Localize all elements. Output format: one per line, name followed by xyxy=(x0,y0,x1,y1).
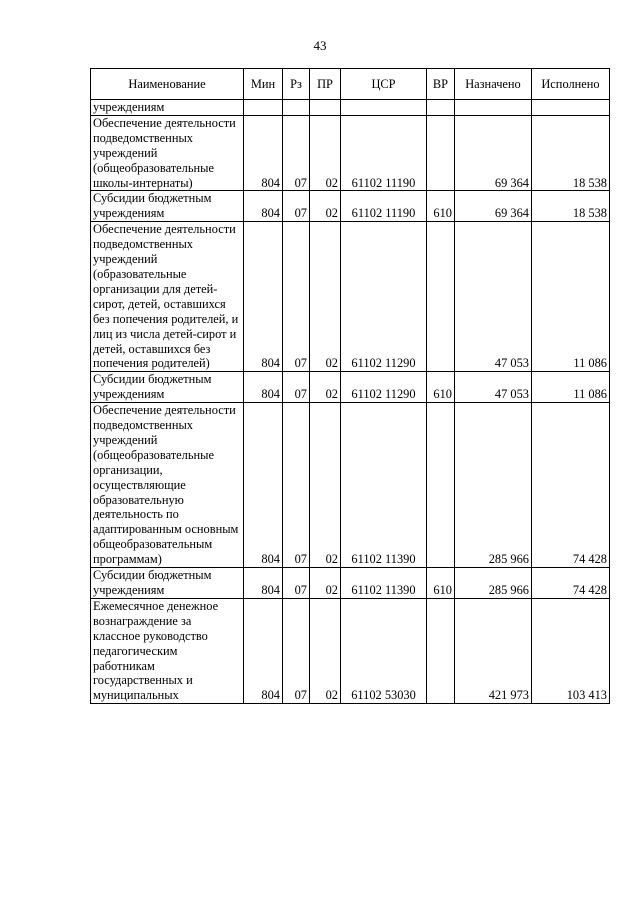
row-executed xyxy=(532,100,610,116)
table-row xyxy=(91,598,610,703)
row-csr: 61102 11390 xyxy=(341,568,427,599)
row-name: Обеспечение деятельности подведомственных учреждений (общеобразовательные организации, осуществляющие образовательную деятельность по адаптированным основным общеобразовательным программам) xyxy=(91,403,244,568)
row-csr: 61102 11290 xyxy=(341,222,427,372)
row-assigned: 69 364 xyxy=(455,115,532,191)
row-vr xyxy=(427,115,455,191)
row-name: Субсидии бюджетным учреждениям xyxy=(91,191,244,222)
header-csr: ЦСР xyxy=(341,69,427,100)
row-name: Обеспечение деятельности подведомственных учреждений (общеобразовательные школы-интернаты) xyxy=(91,115,244,191)
row-executed: 103 413 xyxy=(532,598,610,703)
row-rz: 07 xyxy=(283,403,310,568)
row-pr: 02 xyxy=(310,222,341,372)
row-executed: 11 086 xyxy=(532,372,610,403)
row-vr: 610 xyxy=(427,568,455,599)
row-min xyxy=(244,100,283,116)
row-name: учреждениям xyxy=(91,100,244,116)
row-csr: 61102 11190 xyxy=(341,191,427,222)
row-assigned: 47 053 xyxy=(455,222,532,372)
row-executed: 18 538 xyxy=(532,191,610,222)
table-header-row xyxy=(91,69,610,100)
row-min: 804 xyxy=(244,403,283,568)
row-csr: 61102 11290 xyxy=(341,372,427,403)
row-rz xyxy=(283,100,310,116)
row-vr xyxy=(427,222,455,372)
row-assigned: 285 966 xyxy=(455,403,532,568)
header-executed: Исполнено xyxy=(532,69,610,100)
table-row xyxy=(91,115,610,191)
row-executed: 74 428 xyxy=(532,403,610,568)
header-assigned: Назначено xyxy=(455,69,532,100)
row-assigned: 47 053 xyxy=(455,372,532,403)
budget-table xyxy=(90,68,610,704)
header-name: Наименование xyxy=(91,69,244,100)
row-assigned: 421 973 xyxy=(455,598,532,703)
header-pr: ПР xyxy=(310,69,341,100)
row-rz: 07 xyxy=(283,222,310,372)
row-assigned: 285 966 xyxy=(455,568,532,599)
table-row xyxy=(91,403,610,568)
row-pr: 02 xyxy=(310,403,341,568)
table-row xyxy=(91,191,610,222)
row-assigned xyxy=(455,100,532,116)
row-pr: 02 xyxy=(310,191,341,222)
row-pr xyxy=(310,100,341,116)
table-row xyxy=(91,372,610,403)
row-pr: 02 xyxy=(310,115,341,191)
header-vr: ВР xyxy=(427,69,455,100)
row-pr: 02 xyxy=(310,372,341,403)
row-min: 804 xyxy=(244,598,283,703)
row-min: 804 xyxy=(244,372,283,403)
row-csr xyxy=(341,100,427,116)
row-rz: 07 xyxy=(283,598,310,703)
row-executed: 74 428 xyxy=(532,568,610,599)
row-rz: 07 xyxy=(283,191,310,222)
page-number: 43 xyxy=(313,38,327,53)
row-pr: 02 xyxy=(310,598,341,703)
header-min: Мин xyxy=(244,69,283,100)
row-executed: 11 086 xyxy=(532,222,610,372)
row-assigned: 69 364 xyxy=(455,191,532,222)
row-name: Субсидии бюджетным учреждениям xyxy=(91,568,244,599)
row-executed: 18 538 xyxy=(532,115,610,191)
row-csr: 61102 53030 xyxy=(341,598,427,703)
table-row xyxy=(91,222,610,372)
table-row xyxy=(91,568,610,599)
row-vr xyxy=(427,598,455,703)
row-min: 804 xyxy=(244,222,283,372)
row-rz: 07 xyxy=(283,372,310,403)
row-vr: 610 xyxy=(427,191,455,222)
table-row xyxy=(91,100,610,116)
row-min: 804 xyxy=(244,115,283,191)
row-rz: 07 xyxy=(283,568,310,599)
row-name: Ежемесячное денежное вознаграждение за классное руководство педагогическим работникам государственных и муниципальных xyxy=(91,598,244,703)
row-name: Субсидии бюджетным учреждениям xyxy=(91,372,244,403)
row-csr: 61102 11190 xyxy=(341,115,427,191)
row-min: 804 xyxy=(244,568,283,599)
row-vr xyxy=(427,100,455,116)
row-name: Обеспечение деятельности подведомственных учреждений (образовательные организации для детей-сирот, детей, оставшихся без попечения родителей, и лиц из числа детей-сирот и детей, оставшихся без попечения родителей) xyxy=(91,222,244,372)
row-rz: 07 xyxy=(283,115,310,191)
row-vr xyxy=(427,403,455,568)
row-csr: 61102 11390 xyxy=(341,403,427,568)
header-rz: Рз xyxy=(283,69,310,100)
row-pr: 02 xyxy=(310,568,341,599)
row-min: 804 xyxy=(244,191,283,222)
row-vr: 610 xyxy=(427,372,455,403)
